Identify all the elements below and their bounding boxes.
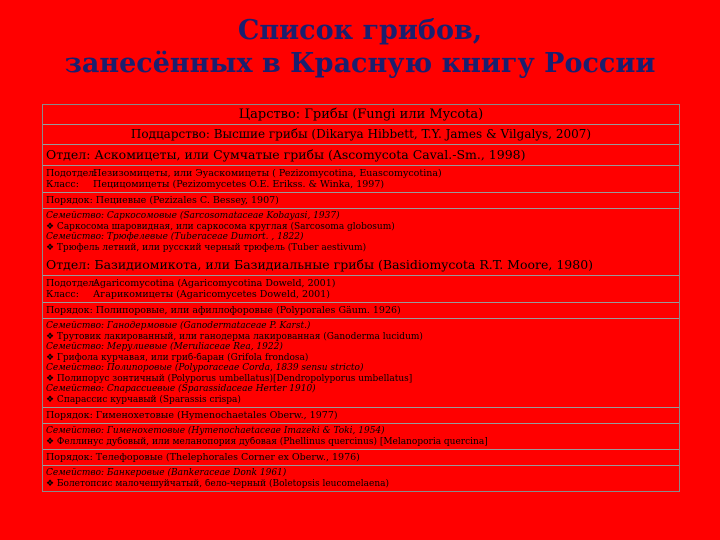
ascomycota-orders [43,193,679,255]
families-block [43,209,679,255]
title-line-2: занесённых в Красную книгу России [64,48,656,79]
species-line: ❖ Грифола курчавая, или гриб-баран (Grifola frondosa) [46,352,309,363]
class-line [46,289,676,300]
class-text: Агарикомицеты (Agaricomycetes Doweld, 2001) [93,289,330,300]
kingdom-row: Царство: Грибы (Fungi или Mycota) [43,105,679,125]
basidiomycota-orders [43,303,679,491]
species-line: ❖ Болетопсис малочешуйчатый, бело-черный (Boletopsis leucomelaena) [46,478,390,489]
subdivision-label: Подотдел: [46,168,98,179]
subkingdom-row: Подцарство: Высшие грибы (Dikarya Hibbett, T.Y. James & Vilgalys, 2007) [43,125,679,145]
class-line [46,179,676,190]
family-line: Семейство: Полипоровые (Polyporaceae Corda, 1839 sensu stricto) [46,363,364,373]
family-line: Семейство: Ганодермовые (Ganodermataceae P. Karst.) [46,321,311,331]
order-row: Порядок: Телефоровые (Thelephorales Corner ex Oberw., 1976) [43,450,679,466]
species-line: ❖ Саркосома шаровидная, или саркосома круглая (Sarcosoma globosum) [46,221,395,232]
class-label: Класс: [46,289,79,300]
subdivision-text: Пезизомицеты, или Эуаскомицеты ( Pezizomycotina, Euascomycotina) [93,168,442,179]
taxonomy-table [42,104,680,492]
species-line: ❖ Трюфель летний, или русский черный трюфель (Tuber aestivum) [46,242,367,253]
family-line: Семейство: Трюфелевые (Tuberaceae Dumort. , 1822) [46,232,304,242]
families-block [43,424,679,450]
division-basidiomycota: Отдел: Базидиомикота, или Базидиальные грибы (Basidiomycota R.T. Moore, 1980) [43,255,679,276]
subdivision-label: Подотдел: [46,278,98,289]
subdivision-text: Agaricomycotina (Agaricomycotina Doweld, 2001) [93,278,336,289]
family-line: Семейство: Мерулиевые (Meruliaceae Rea, 1922) [46,342,283,352]
slide-title [0,14,720,80]
family-line: Семейство: Спарассиевые (Sparassidaceae Herter 1910) [46,384,316,394]
basidiomycota-taxa [43,276,679,303]
order-row: Порядок: Полипоровые, или афиллофоровые (Polyporales Gäum. 1926) [43,303,679,319]
families-block [43,319,679,408]
species-line: ❖ Феллинус дубовый, или меланопория дубовая (Phellinus quercinus) [Melanoporia quercina] [46,436,488,447]
title-line-1: Список грибов, [237,15,483,46]
subdivision-line [46,278,676,289]
class-text: Пецицомицеты (Pezizomycetes O.E. Erikss. & Winka, 1997) [93,179,385,190]
class-label: Класс: [46,179,79,190]
subdivision-line [46,168,676,179]
family-line: Семейство: Саркосомовые (Sarcosomataceae Kobayasi, 1937) [46,211,340,221]
order-row: Порядок: Гименохетовые (Hymenochaetales Oberw., 1977) [43,408,679,424]
family-line: Семейство: Гименохетовые (Hymenochaetaceae Imazeki & Toki, 1954) [46,426,385,436]
ascomycota-taxa [43,166,679,193]
species-line: ❖ Полипорус зонтичный (Polyporus umbellatus)[Dendropolyporus umbellatus] [46,373,413,384]
family-line: Семейство: Банкеровые (Bankeraceae Donk 1961) [46,468,287,478]
species-line: ❖ Трутовик лакированный, или ганодерма лакированная (Ganoderma lucidum) [46,331,423,342]
division-ascomycota: Отдел: Аскомицеты, или Сумчатые грибы (Ascomycota Caval.-Sm., 1998) [43,145,679,166]
order-row: Порядок: Пециевые (Pezizales C. Bessey, 1907) [43,193,679,209]
families-block [43,466,679,491]
species-line: ❖ Спарассис курчавый (Sparassis crispa) [46,394,241,405]
